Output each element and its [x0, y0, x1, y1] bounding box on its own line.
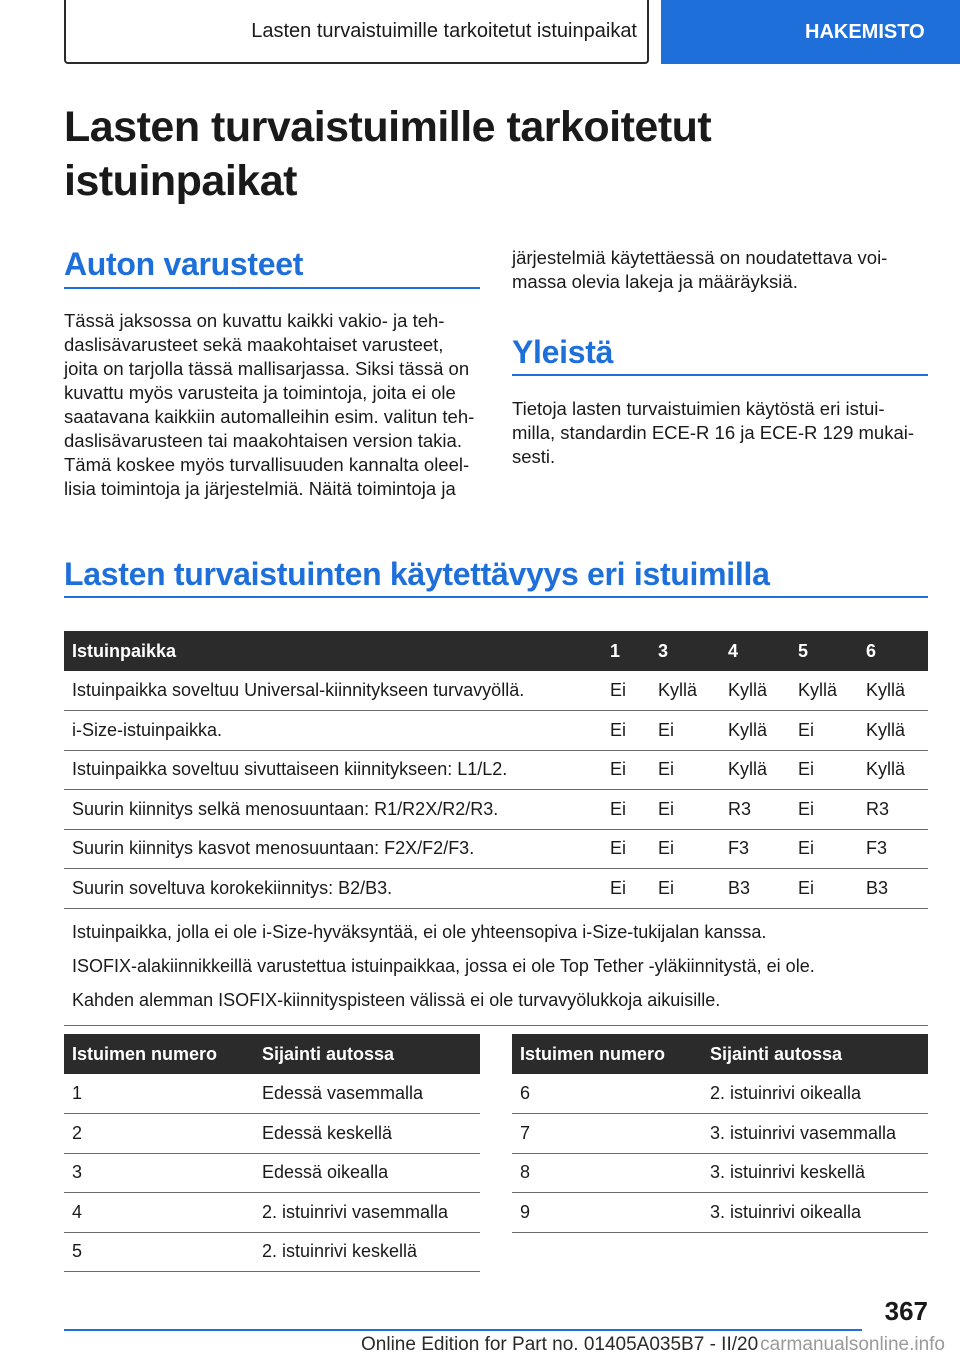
equipment-paragraph-continued	[512, 246, 932, 294]
table-row	[64, 869, 928, 909]
table-notes-row	[64, 908, 928, 1025]
table-row	[512, 1074, 928, 1114]
table-cell: 3. istuinrivi vasemmalla	[702, 1114, 928, 1154]
table-cell: i-Size-istuinpaikka.	[64, 711, 602, 751]
table-cell: B3	[720, 869, 790, 909]
table-cell: Ei	[650, 790, 720, 830]
section-heading-usability	[64, 554, 928, 598]
table-row	[64, 711, 928, 751]
table-cell: 5	[64, 1232, 254, 1272]
table-row	[512, 1153, 928, 1193]
table-row	[64, 790, 928, 830]
section-heading-general-text: Yleistä	[512, 334, 614, 370]
index-tab[interactable]	[661, 0, 960, 64]
table-cell: R3	[858, 790, 928, 830]
table-cell: Ei	[790, 869, 858, 909]
section-heading-usability-text: Lasten turvaistuinten käytettävyys eri istuimilla	[64, 556, 770, 592]
page-title-line2: istuinpaikat	[64, 157, 297, 205]
table-header-row	[64, 1034, 480, 1074]
table-cell: Kyllä	[720, 671, 790, 711]
footer-edition	[305, 1334, 945, 1356]
table-cell: Suurin soveltuva korokekiinnitys: B2/B3.	[64, 869, 602, 909]
table-row	[64, 1193, 480, 1233]
table-cell: F3	[858, 829, 928, 869]
text-line: joita on tarjolla tässä mallisarjassa. Siksi tässä on	[64, 358, 470, 379]
general-paragraph	[512, 397, 932, 469]
table-row	[64, 750, 928, 790]
text-line: Tässä jaksossa on kuvattu kaikki vakio- ja teh-	[64, 310, 445, 331]
table-cell: 3. istuinrivi keskellä	[702, 1153, 928, 1193]
section-heading-general	[512, 332, 928, 376]
table-cell: Ei	[650, 750, 720, 790]
index-tab-label: HAKEMISTO	[805, 20, 925, 43]
table-cell: Kyllä	[858, 750, 928, 790]
table-row	[512, 1193, 928, 1233]
column-header: Istuimen numero	[64, 1034, 254, 1074]
table-cell: Ei	[602, 869, 650, 909]
table-cell: Ei	[790, 790, 858, 830]
table-row	[512, 1114, 928, 1154]
footer-divider	[64, 1329, 862, 1331]
text-line: daslisävarusteen tai maakohtaisen version takia.	[64, 430, 462, 451]
table-cell: 2	[64, 1114, 254, 1154]
table-cell: 6	[512, 1074, 702, 1114]
table-cell: Ei	[602, 711, 650, 751]
table-cell: R3	[720, 790, 790, 830]
text-line: Tietoja lasten turvaistuimien käytöstä eri istui-	[512, 398, 885, 419]
table-cell: Edessä oikealla	[254, 1153, 480, 1193]
table-cell: Suurin kiinnitys kasvot menosuuntaan: F2X/F2/F3.	[64, 829, 602, 869]
section-heading-equipment-text: Auton varusteet	[64, 246, 304, 282]
table-note: Istuinpaikka, jolla ei ole i-Size-hyväksyntää, ei ole yhteensopiva i-Size-tukijalan kanssa.	[72, 921, 767, 942]
table-cell: 2. istuinrivi keskellä	[254, 1232, 480, 1272]
table-row	[64, 1153, 480, 1193]
table-cell: 1	[64, 1074, 254, 1114]
table-cell: 3. istuinrivi oikealla	[702, 1193, 928, 1233]
table-cell: 8	[512, 1153, 702, 1193]
page-title	[64, 100, 864, 208]
footer-watermark: carmanualsonline.info	[760, 1334, 945, 1355]
column-header: Sijainti autossa	[702, 1034, 928, 1074]
column-header: 6	[858, 631, 928, 671]
column-header: 4	[720, 631, 790, 671]
table-cell: 2. istuinrivi vasemmalla	[254, 1193, 480, 1233]
table-row	[64, 1232, 480, 1272]
table-cell: Ei	[790, 829, 858, 869]
page-title-line1: Lasten turvaistuimille tarkoitetut	[64, 103, 712, 151]
table-cell: Kyllä	[790, 671, 858, 711]
table-cell: Ei	[650, 869, 720, 909]
table-row	[64, 1074, 480, 1114]
table-cell: Ei	[650, 711, 720, 751]
table-cell: Edessä vasemmalla	[254, 1074, 480, 1114]
column-header: Istuinpaikka	[64, 631, 602, 671]
seat-usability-table	[64, 631, 928, 1026]
text-line: daslisävarusteet sekä maakohtaiset varusteet,	[64, 334, 444, 355]
table-cell: Kyllä	[858, 711, 928, 751]
text-line: Tämä koskee myös turvallisuuden kannalta oleel-	[64, 454, 470, 475]
table-note: ISOFIX-alakiinnikkeillä varustettua istuinpaikkaa, jossa ei ole Top Tether -yläkiinnitystä, ei ole.	[72, 955, 815, 976]
table-cell: Kyllä	[720, 750, 790, 790]
table-cell: Kyllä	[720, 711, 790, 751]
table-cell: Ei	[602, 750, 650, 790]
text-line: järjestelmiä käytettäessä on noudatettava voi-	[512, 247, 888, 268]
table-cell: Ei	[602, 790, 650, 830]
seat-location-table-right	[512, 1034, 928, 1233]
text-line: lisia toimintoja ja järjestelmiä. Näitä toimintoja ja	[64, 478, 456, 499]
header-section-title-text: Lasten turvaistuimille tarkoitetut istuinpaikat	[251, 19, 637, 42]
table-cell: Istuinpaikka soveltuu Universal-kiinnitykseen turvavyöllä.	[64, 671, 602, 711]
table-cell: Ei	[602, 671, 650, 711]
equipment-paragraph	[64, 309, 484, 501]
table-cell: Suurin kiinnitys selkä menosuuntaan: R1/R2X/R2/R3.	[64, 790, 602, 830]
column-header: Istuimen numero	[512, 1034, 702, 1074]
table-cell: Edessä keskellä	[254, 1114, 480, 1154]
table-row	[64, 671, 928, 711]
table-cell: 4	[64, 1193, 254, 1233]
column-header: 1	[602, 631, 650, 671]
column-header: 3	[650, 631, 720, 671]
header-section-title	[64, 0, 649, 64]
table-notes	[64, 908, 928, 1025]
table-row	[64, 829, 928, 869]
table-header-row	[512, 1034, 928, 1074]
table-cell: Ei	[790, 750, 858, 790]
table-cell: Kyllä	[650, 671, 720, 711]
table-row	[64, 1114, 480, 1154]
table-cell: Ei	[650, 829, 720, 869]
table-cell: 2. istuinrivi oikealla	[702, 1074, 928, 1114]
table-cell: Ei	[602, 829, 650, 869]
text-line: massa olevia lakeja ja määräyksiä.	[512, 271, 798, 292]
table-cell: Istuinpaikka soveltuu sivuttaiseen kiinnitykseen: L1/L2.	[64, 750, 602, 790]
table-cell: Ei	[790, 711, 858, 751]
text-line: milla, standardin ECE-R 16 ja ECE-R 129 mukai-	[512, 422, 915, 443]
table-cell: 9	[512, 1193, 702, 1233]
table-cell: 3	[64, 1153, 254, 1193]
table-header-row	[64, 631, 928, 671]
footer-edition-text: Online Edition for Part no. 01405A035B7 - II/20	[361, 1334, 759, 1355]
table-cell: B3	[858, 869, 928, 909]
text-line: sesti.	[512, 446, 556, 467]
seat-location-table-left	[64, 1034, 480, 1272]
column-header: 5	[790, 631, 858, 671]
column-header: Sijainti autossa	[254, 1034, 480, 1074]
table-cell: F3	[720, 829, 790, 869]
table-cell: Kyllä	[858, 671, 928, 711]
table-cell: 7	[512, 1114, 702, 1154]
table-note: Kahden alemman ISOFIX-kiinnityspisteen välissä ei ole turvavyölukkoja aikuisille.	[72, 989, 721, 1010]
section-heading-equipment	[64, 244, 480, 289]
text-line: saatavana kaikkiin automalleihin esim. valitun teh-	[64, 406, 475, 427]
text-line: kuvattu myös varusteita ja toimintoja, joita ei ole	[64, 382, 456, 403]
page-number: 367	[884, 1296, 928, 1326]
